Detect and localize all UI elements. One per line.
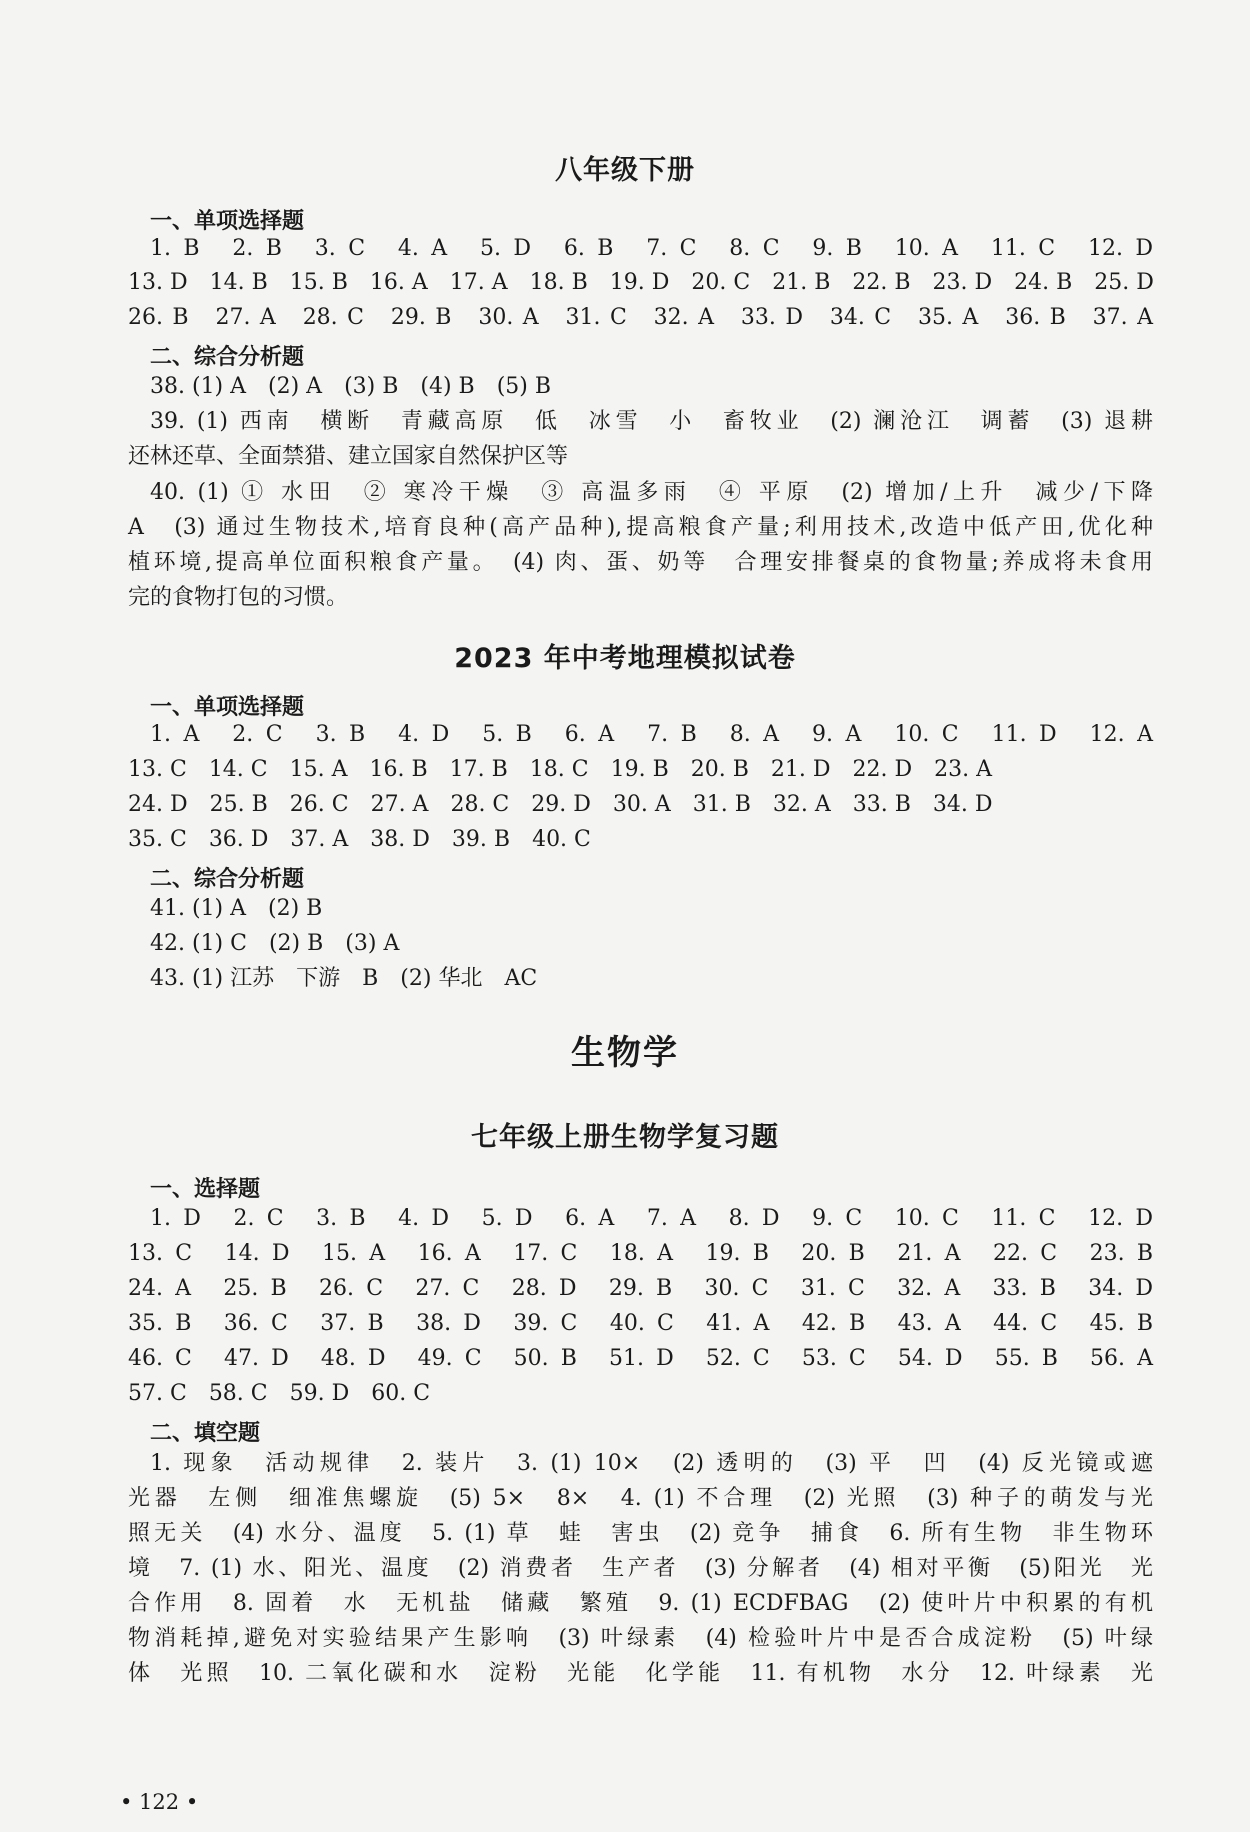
answer-line: 13. C 14. C 15. A 16. B 17. B 18. C 19. B 20. B 21. D 22. D 23. A	[128, 757, 993, 782]
answer-line: 26. B 27. A 28. C 29. B 30. A 31. C 32. A 33. D 34. C 35. A 36. B 37. A	[128, 305, 1153, 330]
answer-line: 46. C 47. D 48. D 49. C 50. B 51. D 52. C 53. C 54. D 55. B 56. A	[128, 1346, 1153, 1371]
answer-line: 1. D 2. C 3. B 4. D 5. D 6. A 7. A 8. D 9. C 10. C 11. C 12. D	[150, 1206, 1153, 1231]
biology-subject-title: 生物学	[571, 1033, 679, 1073]
answer-line: 光器 左侧 细准焦螺旋 (5) 5× 8× 4. (1) 不合理 (2) 光照 (3) 种子的萌发与光	[128, 1486, 1153, 1511]
answer-line: A (3) 通过生物技术,培育良种(高产品种),提高粮食产量;利用技术,改造中低产田,优化种	[128, 515, 1153, 540]
grade8-single-choice-heading: 一、单项选择题	[150, 209, 305, 234]
answer-line: 1. A 2. C 3. B 4. D 5. B 6. A 7. B 8. A 9. A 10. C 11. D 12. A	[150, 722, 1153, 747]
answer-line: 38. (1) A (2) A (3) B (4) B (5) B	[150, 374, 552, 399]
answer-line: 43. (1) 江苏 下游 B (2) 华北 AC	[150, 966, 538, 991]
biology-review-title: 七年级上册生物学复习题	[471, 1122, 779, 1153]
exam-analysis-heading: 二、综合分析题	[150, 867, 305, 892]
answer-line: 40. (1) ① 水田 ② 寒冷干燥 ③ 高温多雨 ④ 平原 (2) 增加/上升 减少/下降	[150, 480, 1153, 505]
answer-line: 物消耗掉,避免对实验结果产生影响 (3) 叶绿素 (4) 检验叶片中是否合成淀粉 (5) 叶绿	[128, 1626, 1153, 1651]
answer-line: 24. D 25. B 26. C 27. A 28. C 29. D 30. A 31. B 32. A 33. B 34. D	[128, 792, 993, 817]
answer-line: 24. A 25. B 26. C 27. C 28. D 29. B 30. C 31. C 32. A 33. B 34. D	[128, 1276, 1153, 1301]
biology-fill-heading: 二、填空题	[150, 1421, 261, 1446]
answer-line: 1. B 2. B 3. C 4. A 5. D 6. B 7. C 8. C 9. B 10. A 11. C 12. D	[150, 236, 1153, 261]
answer-line: 完的食物打包的习惯。	[128, 585, 349, 610]
answer-line: 13. C 14. D 15. A 16. A 17. C 18. A 19. B 20. B 21. A 22. C 23. B	[128, 1241, 1153, 1266]
answer-line: 57. C 58. C 59. D 60. C	[128, 1381, 431, 1406]
answer-line: 35. C 36. D 37. A 38. D 39. B 40. C	[128, 827, 591, 852]
exam-single-choice-heading: 一、单项选择题	[150, 695, 305, 720]
answer-line: 41. (1) A (2) B	[150, 896, 323, 921]
answer-line: 35. B 36. C 37. B 38. D 39. C 40. C 41. A 42. B 43. A 44. C 45. B	[128, 1311, 1153, 1336]
answer-line: 境 7. (1) 水、阳光、温度 (2) 消费者 生产者 (3) 分解者 (4) 相对平衡 (5)阳光 光	[128, 1556, 1153, 1581]
answer-line: 39. (1) 西南 横断 青藏高原 低 冰雪 小 畜牧业 (2) 澜沧江 调蓄 (3) 退耕	[150, 409, 1153, 434]
answer-line: 植环境,提高单位面积粮食产量。 (4) 肉、蛋、奶等 合理安排餐桌的食物量;养成将未食用	[128, 550, 1153, 575]
exam-2023-title: 2023 年中考地理模拟试卷	[454, 643, 796, 674]
grade8-vol2-title: 八年级下册	[555, 155, 695, 186]
answer-line: 体 光照 10. 二氧化碳和水 淀粉 光能 化学能 11. 有机物 水分 12. 叶绿素 光	[128, 1661, 1153, 1686]
answer-line: 照无关 (4) 水分、温度 5. (1) 草 蛙 害虫 (2) 竞争 捕食 6. 所有生物 非生物环	[128, 1521, 1153, 1546]
answer-line: 42. (1) C (2) B (3) A	[150, 931, 400, 956]
answer-line: 合作用 8. 固着 水 无机盐 储藏 繁殖 9. (1) ECDFBAG (2) 使叶片中积累的有机	[128, 1591, 1153, 1616]
page-number: • 122 •	[120, 1790, 199, 1814]
answer-line: 1. 现象 活动规律 2. 装片 3. (1) 10× (2) 透明的 (3) 平 凹 (4) 反光镜或遮	[150, 1451, 1153, 1476]
answer-line: 还林还草、全面禁猎、建立国家自然保护区等	[128, 444, 569, 469]
answer-line: 13. D 14. B 15. B 16. A 17. A 18. B 19. D 20. C 21. B 22. B 23. D 24. B 25. D	[128, 270, 1154, 295]
grade8-analysis-heading: 二、综合分析题	[150, 345, 305, 370]
biology-choice-heading: 一、选择题	[150, 1177, 261, 1202]
